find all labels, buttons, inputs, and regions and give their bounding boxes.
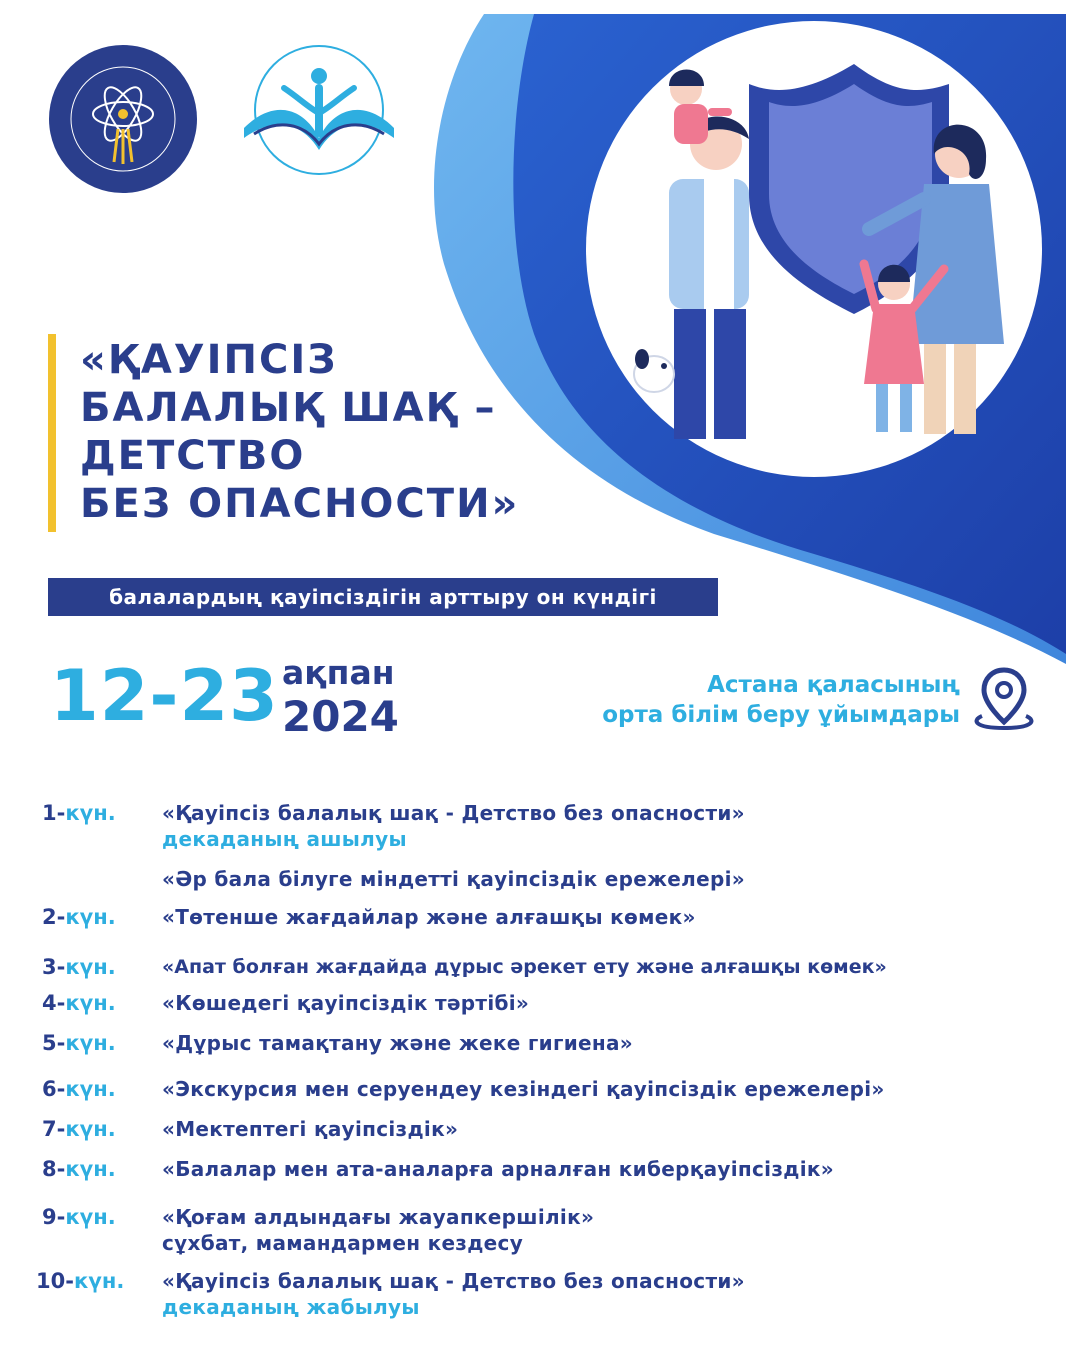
- title-line: БАЛАЛЫҚ ШАҚ –: [80, 385, 497, 431]
- event-title: «Мектептегі қауіпсіздік»: [162, 1117, 459, 1141]
- location-text: [602, 670, 960, 730]
- day-word: күн.: [65, 801, 116, 825]
- day-word: күн.: [65, 1205, 116, 1229]
- day-number: 7-: [42, 1117, 66, 1141]
- poster-frame: [14, 14, 1066, 1336]
- subtitle: балалардың қауіпсіздігін арттыру он күндігі: [109, 585, 657, 609]
- title-accent-bar: [48, 334, 56, 532]
- day-word: күн.: [65, 1077, 116, 1101]
- event-subtitle: [162, 826, 407, 852]
- day-number: 10-: [36, 1269, 74, 1293]
- day-label: [42, 904, 116, 930]
- location-pin-icon: [970, 664, 1038, 732]
- day-label: [42, 1116, 116, 1142]
- event-subtitle-text: декаданың жабылуы: [162, 1295, 420, 1319]
- year: 2024: [282, 692, 399, 741]
- event-title: «Қауіпсіз балалық шақ - Детство без опасности»: [162, 801, 745, 825]
- subtitle-band: [48, 578, 718, 616]
- day-label: [42, 1156, 116, 1182]
- day-word: күн.: [65, 1117, 116, 1141]
- event-title: «Қоғам алдындағы жауапкершілік»: [162, 1205, 595, 1229]
- date-range: 12-23: [50, 655, 279, 737]
- day-label: [42, 1076, 116, 1102]
- education-department-logo: [48, 44, 198, 198]
- event-title: «Әр бала білуге міндетті қауіпсіздік ережелері»: [162, 867, 745, 891]
- day-number: 8-: [42, 1157, 66, 1181]
- event-subtitle-text: декаданың ашылуы: [162, 827, 407, 851]
- day-word: күн.: [65, 1031, 116, 1055]
- event-subtitle: [162, 1294, 420, 1320]
- title-line: «ҚАУІПСІЗ: [80, 337, 338, 383]
- day-number: 9-: [42, 1205, 66, 1229]
- event-title: «Экскурсия мен серуендеу кезіндегі қауіпсіздік ережелері»: [162, 1077, 885, 1101]
- event-title: «Балалар мен ата-аналарға арналған киберқауіпсіздік»: [162, 1157, 834, 1181]
- day-number: 6-: [42, 1077, 66, 1101]
- day-number: 5-: [42, 1031, 66, 1055]
- location-line: Астана қаласының: [707, 672, 960, 698]
- month: ақпан: [282, 653, 395, 692]
- day-label: [42, 990, 116, 1016]
- event-subtitle: [162, 1230, 523, 1256]
- day-word: күн.: [65, 991, 116, 1015]
- title-line: ДЕТСТВО: [80, 433, 306, 479]
- event-title: «Дұрыс тамақтану және жеке гигиена»: [162, 1031, 634, 1055]
- title-line: БЕЗ ОПАСНОСТИ»: [80, 481, 520, 527]
- day-label: [42, 800, 116, 826]
- day-label: [36, 1268, 124, 1294]
- day-word: күн.: [73, 1269, 125, 1293]
- location-line: орта білім беру ұйымдары: [602, 702, 960, 728]
- event-subtitle-text: сұхбат, мамандармен кездесу: [162, 1231, 524, 1255]
- day-word: күн.: [65, 905, 116, 929]
- methodical-center-logo: [224, 38, 414, 182]
- page-title: [80, 336, 519, 528]
- day-word: күн.: [65, 1157, 116, 1181]
- day-number: 4-: [42, 991, 66, 1015]
- atom-logo-icon: [48, 44, 198, 194]
- event-title: «Апат болған жағдайда дұрыс әрекет ету және алғашқы көмек»: [162, 956, 887, 978]
- day-label: [42, 1030, 116, 1056]
- day-label: [42, 954, 116, 980]
- day-number: 1-: [42, 801, 66, 825]
- book-logo-icon: [224, 38, 414, 178]
- day-label: [42, 1204, 116, 1230]
- day-word: күн.: [65, 955, 116, 979]
- event-title: «Қауіпсіз балалық шақ - Детство без опасности»: [162, 1269, 745, 1293]
- event-title: «Көшедегі қауіпсіздік тәртібі»: [162, 991, 530, 1015]
- event-title: «Төтенше жағдайлар және алғашқы көмек»: [162, 905, 696, 929]
- day-number: 3-: [42, 955, 66, 979]
- day-number: 2-: [42, 905, 66, 929]
